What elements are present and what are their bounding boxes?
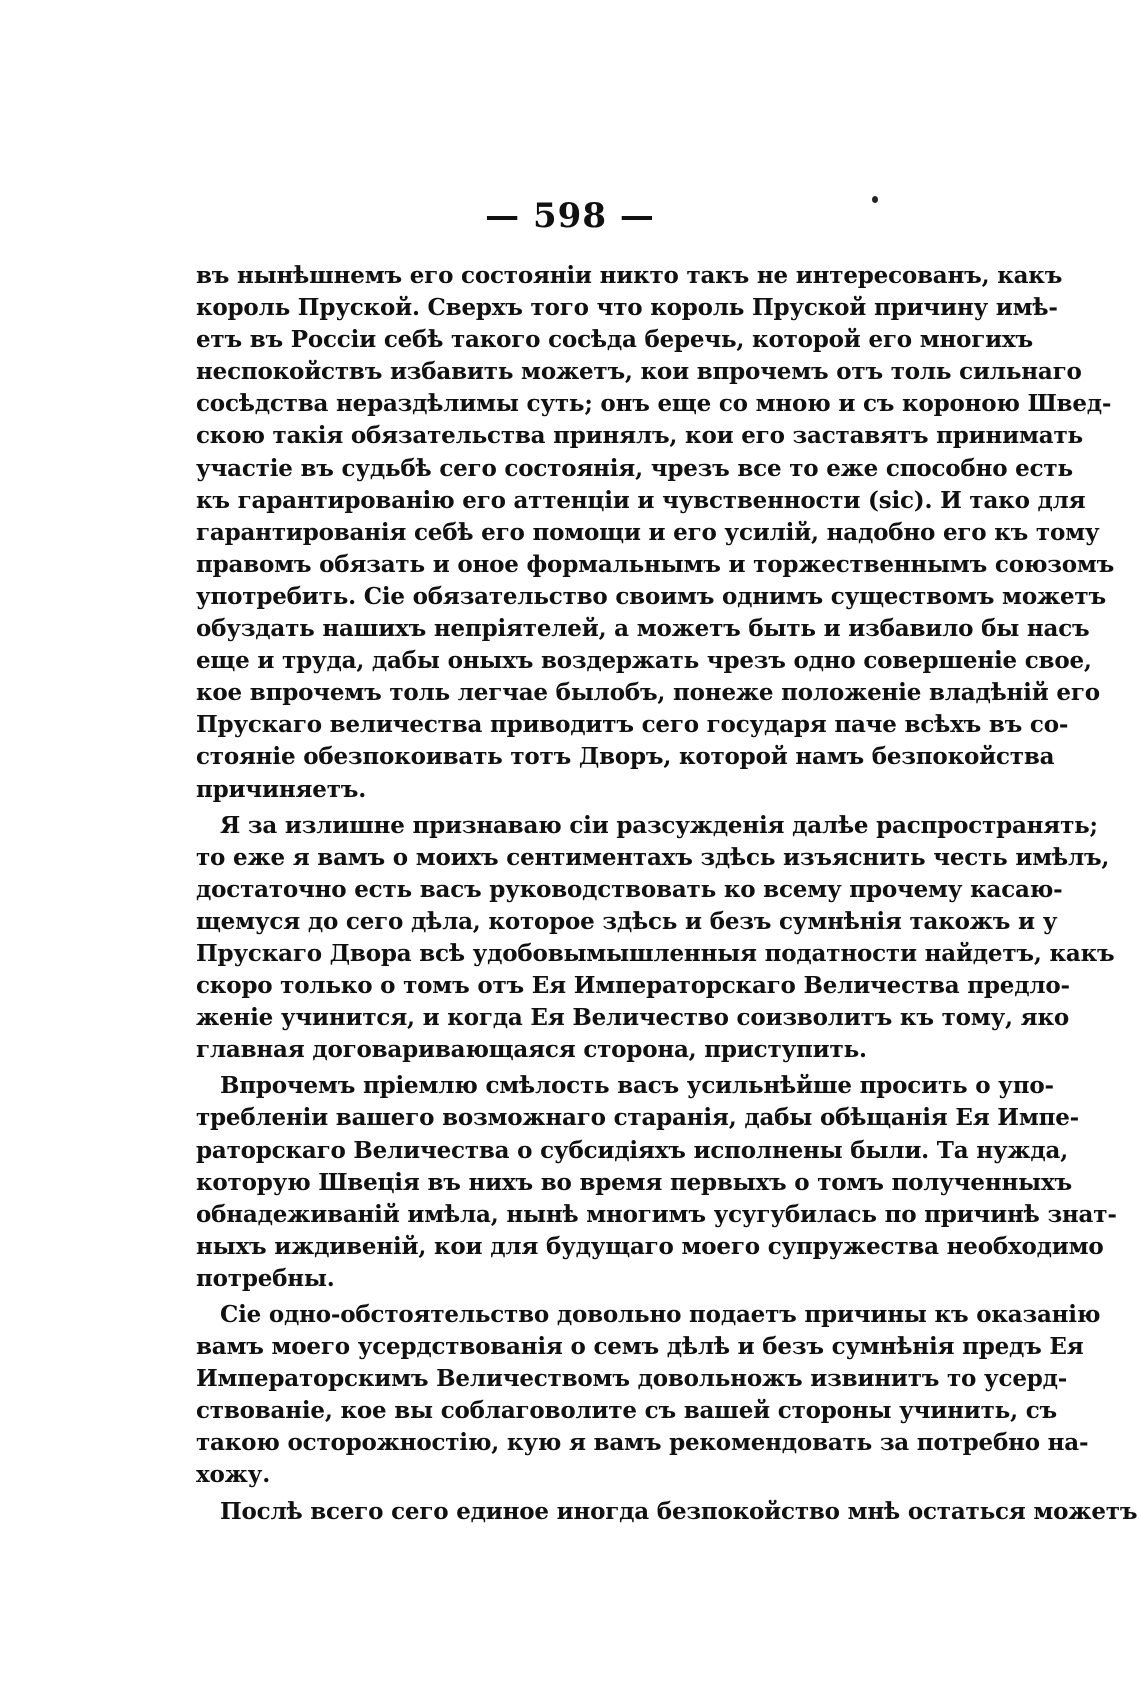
body-text: [196, 260, 1138, 1528]
text-line: участiе въ судьбѣ сего состоянiя, чрезъ все то еже способно есть: [196, 454, 1073, 482]
text-line: еще и труда, дабы оныхъ воздержать чрезъ одно совершенiе свое,: [196, 647, 1092, 675]
margin-mark: [872, 196, 878, 203]
paragraph-1: [196, 260, 1115, 806]
paragraph-2: [196, 810, 1115, 1067]
paragraph-4: [196, 1299, 1101, 1492]
text-line: король Пруской. Сверхъ того что король Пруской причину имѣ-: [196, 294, 1058, 322]
text-line: щемуся до сего дѣла, которое здѣсь и безъ сумнѣнiя такожъ и у: [196, 907, 1058, 935]
text-line: то еже я вамъ о моихъ сентиментахъ здѣсь изъяснить честь имѣлъ,: [196, 843, 1110, 871]
text-line: употребить. Сiе обязательство своимъ однимъ существомъ можетъ: [196, 582, 1106, 610]
text-line: женiе учинится, и когда Ея Величество соизволитъ къ тому, яко: [196, 1004, 1070, 1032]
text-line: обуздать нашихъ непрiятелей, а можетъ быть и избавило бы насъ: [196, 615, 1090, 643]
text-line: ствованiе, кое вы соблаговолите съ вашей стороны учинить, съ: [196, 1397, 1057, 1425]
text-line: достаточно есть васъ руководствовать ко всему прочему касаю-: [196, 875, 1063, 903]
text-line: гарантированiя себѣ его помощи и его усилiй, надобно его къ тому: [196, 518, 1100, 546]
text-line: Я за излишне признаваю сiи разсужденiя далѣе распространять;: [220, 811, 1098, 839]
paragraph-3: [196, 1070, 1117, 1295]
text-line: главная договаривающаяся сторона, приступить.: [196, 1036, 867, 1064]
text-line: сосѣдства нераздѣлимы суть; онъ еще со мною и съ короною Швед-: [196, 390, 1112, 418]
text-line: требленiи вашего возможнаго старанiя, дабы обѣщанiя Ея Импе-: [196, 1104, 1080, 1132]
text-line: причиняетъ.: [196, 775, 367, 803]
text-line: скою такiя обязательства принялъ, кои его заставятъ принимать: [196, 422, 1083, 450]
text-line: скоро только о томъ отъ Ея Императорскаго Величества предло-: [196, 972, 1070, 1000]
text-line: Прускаго Двора всѣ удобовымышленныя податности найдетъ, какъ: [196, 939, 1115, 967]
text-line: къ гарантированiю его аттенцiи и чувственности (sic). И тако для: [196, 486, 1086, 514]
text-line: Впрочемъ прiемлю смѣлость васъ усильнѣйше просить о упо-: [220, 1072, 1054, 1100]
text-line: обнадеживанiй имѣла, нынѣ многимъ усугубилась по причинѣ знат-: [196, 1200, 1117, 1228]
text-line: которую Швецiя въ нихъ во время первыхъ о томъ полученныхъ: [196, 1168, 1072, 1196]
paragraph-5: [196, 1496, 1138, 1528]
text-line: правомъ обязать и оное формальнымъ и торжественнымъ союзомъ: [196, 550, 1115, 578]
text-line: етъ въ Россiи себѣ такого сосѣда беречь, которой его многихъ: [196, 326, 1034, 354]
text-line: вамъ моего усердствованiя о семъ дѣлѣ и безъ сумнѣнiя предъ Ея: [196, 1333, 1084, 1361]
text-line: кое впрочемъ толь легчае былобъ, понеже положенiе владѣнiй его: [196, 679, 1100, 707]
text-line: такою осторожностiю, кую я вамъ рекомендовать за потребно на-: [196, 1429, 1089, 1457]
text-line: хожу.: [196, 1461, 271, 1489]
text-line: въ нынѣшнемъ его состоянiи никто такъ не интересованъ, какъ: [196, 262, 1063, 289]
text-line: Сiе одно-обстоятельство довольно подаетъ причины къ оказанiю: [220, 1301, 1101, 1328]
text-line: Послѣ всего сего единое иногда безпокойство мнѣ остаться можетъ: [220, 1497, 1138, 1525]
text-line: Императорскимъ Величествомъ довольножъ извинитъ то усерд-: [196, 1365, 1068, 1393]
text-line: ныхъ иждивенiй, кои для будущаго моего супружества необходимо: [196, 1232, 1104, 1260]
page-number: — 598 —: [485, 196, 655, 236]
text-line: неспокойствъ избавить можетъ, кои впрочемъ отъ толь сильнаго: [196, 358, 1082, 386]
text-line: раторскаго Величества о субсидiяхъ исполнены были. Та нужда,: [196, 1136, 1069, 1164]
text-line: стоянiе обезпокоивать тотъ Дворъ, которой намъ безпокойства: [196, 743, 1055, 771]
text-line: Прускаго величества приводитъ сего государя паче всѣхъ въ со-: [196, 711, 1069, 739]
text-line: потребны.: [196, 1264, 335, 1292]
